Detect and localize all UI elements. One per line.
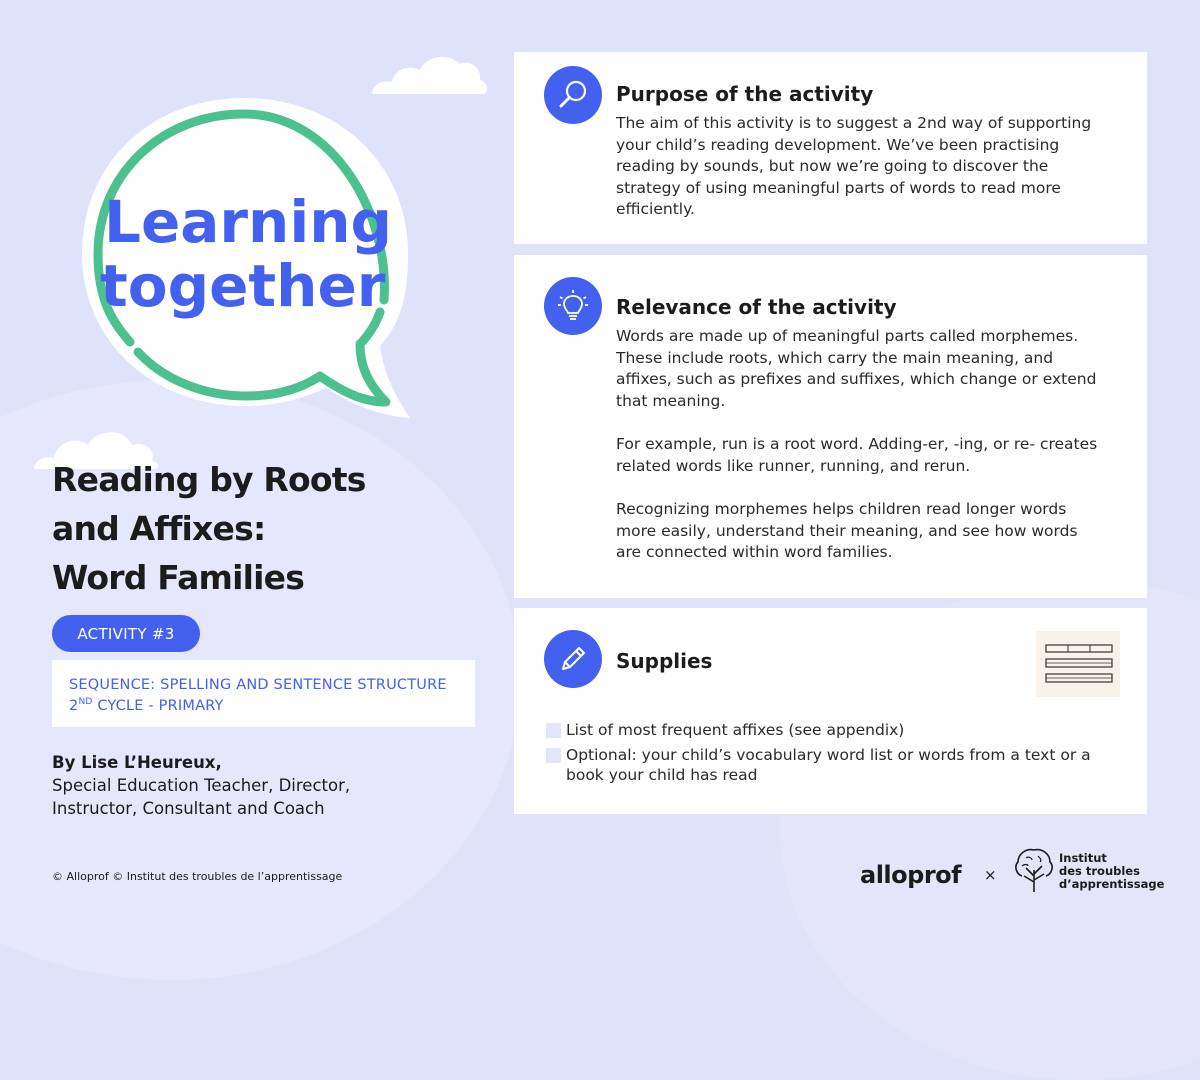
title-line-2: and Affixes: [52, 509, 266, 548]
table-sheet-icon [1036, 631, 1120, 697]
institut-logo-text: Institut des troubles d’apprentissage [1059, 851, 1165, 891]
author-title-line-2: Instructor, Consultant and Coach [52, 799, 325, 818]
purpose-text: The aim of this activity is to suggest a 2nd way of supporting your child’s reading development. We’ve been practising reading by sounds, but now we’re going to discover the strategy of using meaningful parts of words to read more efficiently. [616, 114, 1092, 218]
purpose-title: Purpose of the activity [616, 82, 874, 106]
relevance-title: Relevance of the activity [616, 295, 897, 319]
title-line-1: Reading by Roots [52, 460, 366, 499]
activity-badge: ACTIVITY #3 [52, 615, 200, 652]
copyright-text: © Alloprof © Institut des troubles de l’apprentissage [52, 870, 343, 883]
relevance-card [514, 255, 1147, 598]
page-title [52, 455, 472, 602]
sequence-box [52, 660, 475, 727]
author-name: By Lise L’Heureux, [52, 753, 222, 772]
relevance-paragraph: For example, run is a root word. Adding-er, -ing, or re- creates related words like runner, running, and rerun. [616, 435, 1098, 475]
relevance-text [616, 326, 1101, 564]
relevance-paragraph: Words are made up of meaningful parts called morphemes. These include roots, which carry the main meaning, and affixes, such as prefixes and suffixes, which change or extend that meaning. [616, 327, 1097, 410]
lightbulb-icon [544, 277, 602, 335]
logo-line-1: Learning [104, 188, 393, 256]
title-line-3: Word Families [52, 558, 305, 597]
author-block [52, 751, 350, 820]
relevance-paragraph: Recognizing morphemes helps children read longer words more easily, understand their meaning, and see how words are connected within word families. [616, 500, 1078, 561]
logo-line-2: together [100, 252, 386, 320]
author-title-line-1: Special Education Teacher, Director, [52, 776, 351, 795]
pencil-icon [544, 630, 602, 688]
supply-item-text: Optional: your child’s vocabulary word list or words from a text or a book your child has read [566, 746, 1091, 784]
supply-item-text: List of most frequent affixes (see appendix) [566, 721, 905, 739]
checkbox [546, 748, 561, 763]
sequence-line-1: SEQUENCE: SPELLING AND SENTENCE STRUCTURE [69, 677, 447, 693]
times-separator: × [984, 866, 997, 884]
brain-tree-icon [1012, 846, 1056, 894]
alloprof-logo: alloprof [860, 861, 962, 889]
magnifier-icon [544, 66, 602, 124]
learning-together-logo [64, 84, 424, 434]
purpose-card [514, 52, 1147, 244]
sequence-line-2: 2ND CYCLE - PRIMARY [69, 697, 224, 714]
supplies-title: Supplies [616, 649, 713, 673]
checkbox [546, 723, 561, 738]
